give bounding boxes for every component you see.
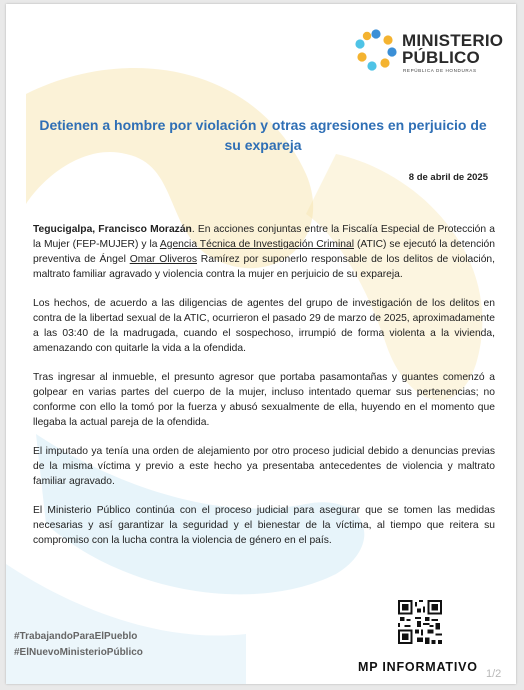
p1-text-b: (ATIC) se ejecutó la detención preventiva de Ángel [33,239,495,265]
logo-line-1: MINISTERIO [402,31,504,50]
logo-emblem-icon [354,28,398,72]
dateline: Tegucigalpa, Francisco Morazán [33,224,192,235]
p1-text-a: . En acciones conjuntas entre la Fiscalía Especial de Protección a la Mujer (FEP-MUJER) y la [33,224,495,250]
ministerio-publico-logo [354,28,504,80]
paragraph-2: Los hechos, de acuerdo a las diligencias de agentes del grupo de investigación de los delitos en contra de la libertad sexual de la ATIC, ocurrieron el pasado 29 de marzo de 2025, aproximadamente a las 03:40 de la madrugada, cuando el sospechoso, irrumpió de forma violenta a la vivienda, amenazando con quitarle la vida a la ofendida. [33,298,495,354]
headline: Detienen a hombre por violación y otras agresiones en perjuicio de su expareja [39,117,487,153]
footer-hashtags [14,629,143,661]
hashtag-2: #ElNuevoMinisterioPúblico [14,647,143,658]
agency-name: Agencia Técnica de Investigación Criminal [159,239,354,250]
logo-line-3: REPÚBLICA DE HONDURAS [403,68,477,73]
paragraph-1 [33,222,495,282]
article-body [33,222,495,562]
brand-mp-informativo: MP INFORMATIVO [358,660,478,674]
paragraph-5: El Ministerio Público continúa con el proceso judicial para asegurar que se tomen las medidas necesarias y así garantizar la seguridad y el bienestar de la víctima, al tiempo que reitera su compromiso con la lucha contra la violencia de género en el país. [33,505,495,546]
page-indicator: 1/2 [486,668,502,680]
qr-code-icon [398,600,442,644]
date: 8 de abril de 2025 [408,172,488,183]
p1-text-c: Ramírez por suponerlo responsable de los delitos de violación, maltrato familiar agravado y violencia contra la mujer en perjuicio de su expareja. [33,254,496,280]
document-page [6,4,516,684]
hashtag-1: #TrabajandoParaElPueblo [14,631,138,642]
suspect-name: Omar Oliveros [129,254,197,265]
paragraph-3: Tras ingresar al inmueble, el presunto agresor que portaba pasamontañas y guantes comenzó a golpear en varias partes del cuerpo de la mujer, incluso intentado quemar sus pertenencias; no conforme con ello la tomó por la fuerza y abusó sexualmente de ella, huyendo en el momento que llegaba la actual pareja de la ofendida. [33,372,495,428]
paragraph-4: El imputado ya tenía una orden de alejamiento por otro proceso judicial debido a denuncias previas de la misma víctima y previo a este hecho ya presentaba antecedentes de violencia y maltrato familiar agravado. [33,446,495,487]
logo-line-2: PÚBLICO [402,48,480,67]
